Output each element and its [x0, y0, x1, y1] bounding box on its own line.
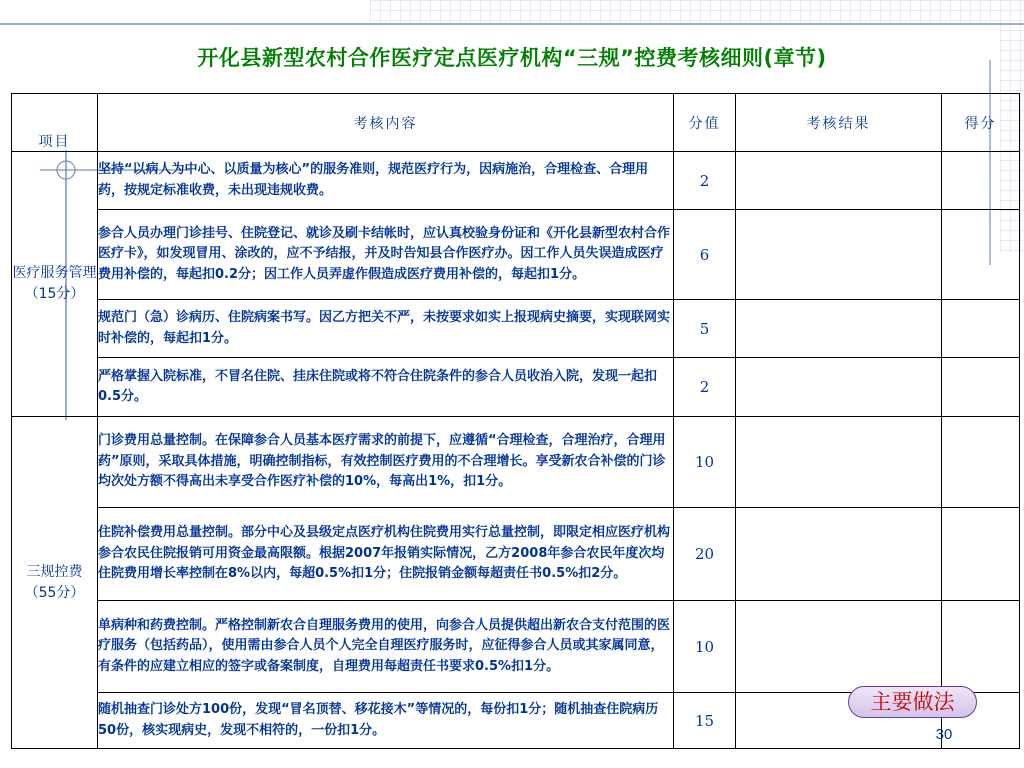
- table-row: [12, 152, 1020, 210]
- table-header-row: [12, 94, 1020, 152]
- table-row: [12, 508, 1020, 601]
- row-score: 2: [674, 152, 736, 210]
- row-result-cell: [736, 508, 942, 601]
- row-result-cell: [736, 152, 942, 210]
- header-content: 考核内容: [98, 94, 674, 152]
- row-score: 2: [674, 358, 736, 417]
- row-points-cell: [942, 508, 1020, 601]
- category-cost-control: 三规控费（55分）: [12, 417, 98, 749]
- row-content: 随机抽查门诊处方100份，发现“冒名顶替、移花接木”等情况的，每份扣1分；随机抽查住院病历50份，核实现病史，发现不相符的，一份扣1分。: [98, 693, 674, 749]
- page-number: 30: [935, 726, 953, 743]
- row-points-cell: [942, 152, 1020, 210]
- header-result: 考核结果: [736, 94, 942, 152]
- row-score: 20: [674, 508, 736, 601]
- row-content: 门诊费用总量控制。在保障参合人员基本医疗需求的前提下，应遵循“合理检查，合理治疗，合理用药”原则，采取具体措施，明确控制指标，有效控制医疗费用的不合理增长。享受新农合补偿的门诊均次处方额不得高出未享受合作医疗补偿的10%，每高出1%，扣1分。: [98, 417, 674, 508]
- row-result-cell: [736, 358, 942, 417]
- row-content: 规范门（急）诊病历、住院病案书写。因乙方把关不严，未按要求如实上报现病史摘要，实现联网实时补偿的，每起扣1分。: [98, 300, 674, 358]
- row-score: 15: [674, 693, 736, 749]
- header-points: 得分: [942, 94, 1020, 152]
- row-result-cell: [736, 417, 942, 508]
- header-item: 项目: [12, 94, 98, 152]
- row-score: 10: [674, 601, 736, 693]
- row-result-cell: [736, 601, 942, 693]
- table-row: [12, 210, 1020, 300]
- table-row: [12, 417, 1020, 508]
- row-content: 严格掌握入院标准，不冒名住院、挂床住院或将不符合住院条件的参合人员收治入院，发现一起扣0.5分。: [98, 358, 674, 417]
- row-points-cell: [942, 601, 1020, 693]
- assessment-table: [11, 93, 1020, 749]
- page-title: 开化县新型农村合作医疗定点医疗机构“三规”控费考核细则(章节): [197, 46, 827, 70]
- category-medical-service: 医疗服务管理（15分）: [12, 152, 98, 417]
- row-content: 住院补偿费用总量控制。部分中心及县级定点医疗机构住院费用实行总量控制，即限定相应医疗机构参合农民住院报销可用资金最高限额。根据2007年报销实际情况，乙方2008年参合农民年度次均住院费用增长率控制在8%以内，每超0.5%扣1分；住院报销金额每超责任书0.5%扣2分。: [98, 508, 674, 601]
- row-content: 坚持“以病人为中心、以质量为核心”的服务准则，规范医疗行为，因病施治，合理检查、合理用药，按规定标准收费，未出现违规收费。: [98, 152, 674, 210]
- row-points-cell: [942, 358, 1020, 417]
- row-content: 参合人员办理门诊挂号、住院登记、就诊及刷卡结帐时，应认真校验身份证和《开化县新型农村合作医疗卡》，如发现冒用、涂改的，应不予结报，并及时告知县合作医疗办。因工作人员失误造成医疗费用补偿的，每起扣0.2分；因工作人员弄虚作假造成医疗费用补偿的，每起扣1分。: [98, 210, 674, 300]
- row-content: 单病种和药费控制。严格控制新农合自理服务费用的使用，向参合人员提供超出新农合支付范围的医疗服务（包括药品），使用需由参合人员个人完全自理医疗服务时，应征得参合人员或其家属同意，有条件的应建立相应的签字或备案制度，自理费用每超责任书要求0.5%扣1分。: [98, 601, 674, 693]
- row-result-cell: [736, 300, 942, 358]
- row-score: 10: [674, 417, 736, 508]
- table-row: [12, 300, 1020, 358]
- row-points-cell: [942, 300, 1020, 358]
- row-score: 5: [674, 300, 736, 358]
- header-score: 分值: [674, 94, 736, 152]
- table-row: [12, 358, 1020, 417]
- main-methods-button[interactable]: 主要做法: [848, 686, 977, 718]
- row-result-cell: [736, 210, 942, 300]
- row-points-cell: [942, 210, 1020, 300]
- row-points-cell: [942, 417, 1020, 508]
- row-score: 6: [674, 210, 736, 300]
- table-row: [12, 601, 1020, 693]
